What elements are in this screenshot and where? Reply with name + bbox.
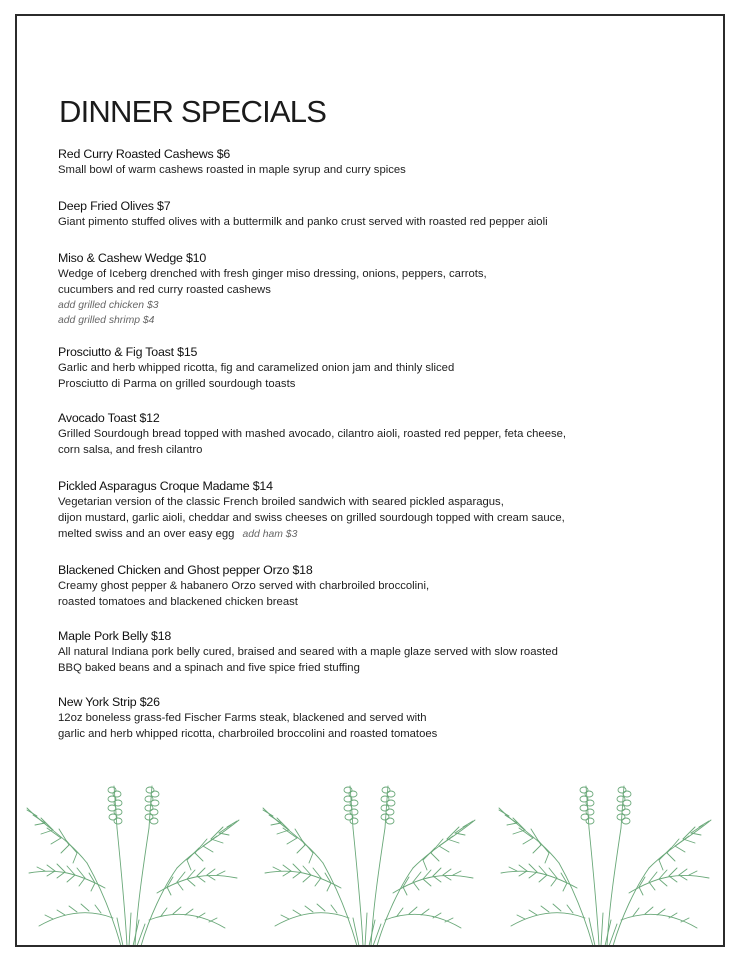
menu-item-name-price: Prosciutto & Fig Toast $15 xyxy=(58,345,198,359)
menu-item-addon: add grilled shrimp $4 xyxy=(58,315,155,326)
menu-item-name-price: Pickled Asparagus Croque Madame $14 xyxy=(58,479,273,493)
menu-item-description: Wedge of Iceberg drenched with fresh ginger miso dressing, onions, peppers, carrots, xyxy=(58,268,487,280)
menu-item-name-price: Red Curry Roasted Cashews $6 xyxy=(58,147,231,161)
menu-item-description: All natural Indiana pork belly cured, braised and seared with a maple glaze served with slow roasted xyxy=(58,646,558,658)
menu-item-name-price: Blackened Chicken and Ghost pepper Orzo $18 xyxy=(58,563,313,577)
menu-item xyxy=(58,250,487,328)
menu-item-name-price: New York Strip $26 xyxy=(58,695,160,709)
menu-item xyxy=(58,344,454,392)
menu-item-description: Prosciutto di Parma on grilled sourdough toasts xyxy=(58,378,296,390)
menu-item xyxy=(58,562,429,610)
menu-item-description: dijon mustard, garlic aioli, cheddar and swiss cheeses on grilled sourdough topped with cream sauce, xyxy=(58,512,565,524)
page-title: DINNER SPECIALS xyxy=(59,94,327,129)
menu-item xyxy=(58,694,437,742)
menu-item-description: Creamy ghost pepper & habanero Orzo served with charbroiled broccolini, xyxy=(58,580,430,592)
menu-item xyxy=(58,628,558,676)
menu-item-description: Vegetarian version of the classic French broiled sandwich with seared pickled asparagus, xyxy=(58,496,504,508)
menu-item-addon: add ham $3 xyxy=(242,529,298,540)
menu-item-description: corn salsa, and fresh cilantro xyxy=(58,444,203,456)
menu-item-description: Grilled Sourdough bread topped with mashed avocado, cilantro aioli, roasted red pepper, feta cheese, xyxy=(58,428,567,440)
menu-item-description-text: melted swiss and an over easy egg xyxy=(58,528,235,540)
menu-item-description: BBQ baked beans and a spinach and five spice fried stuffing xyxy=(58,662,360,674)
menu-item xyxy=(58,410,566,458)
menu-item-description xyxy=(58,526,565,543)
menu-item-description: cucumbers and red curry roasted cashews xyxy=(58,284,271,296)
menu-item xyxy=(58,198,548,230)
menu-item-name-price: Maple Pork Belly $18 xyxy=(58,629,172,643)
menu-item-description: roasted tomatoes and blackened chicken breast xyxy=(58,596,298,608)
fern-foliage-icon xyxy=(17,768,723,946)
menu-item-description: garlic and herb whipped ricotta, charbroiled broccolini and roasted tomatoes xyxy=(58,728,438,740)
menu-item-description: Giant pimento stuffed olives with a buttermilk and panko crust served with roasted red pepper aioli xyxy=(58,216,548,228)
menu-item-name-price: Avocado Toast $12 xyxy=(58,411,160,425)
menu-item-description: 12oz boneless grass-fed Fischer Farms steak, blackened and served with xyxy=(58,712,427,724)
menu-item-name-price: Miso & Cashew Wedge $10 xyxy=(58,251,207,265)
menu-frame xyxy=(15,14,725,947)
menu-item xyxy=(58,478,565,543)
menu-item-name-price: Deep Fried Olives $7 xyxy=(58,199,171,213)
menu-item xyxy=(58,146,406,178)
menu-item-description: Small bowl of warm cashews roasted in maple syrup and curry spices xyxy=(58,164,406,176)
menu-item-description: Garlic and herb whipped ricotta, fig and caramelized onion jam and thinly sliced xyxy=(58,362,455,374)
menu-item-addon: add grilled chicken $3 xyxy=(58,300,159,311)
